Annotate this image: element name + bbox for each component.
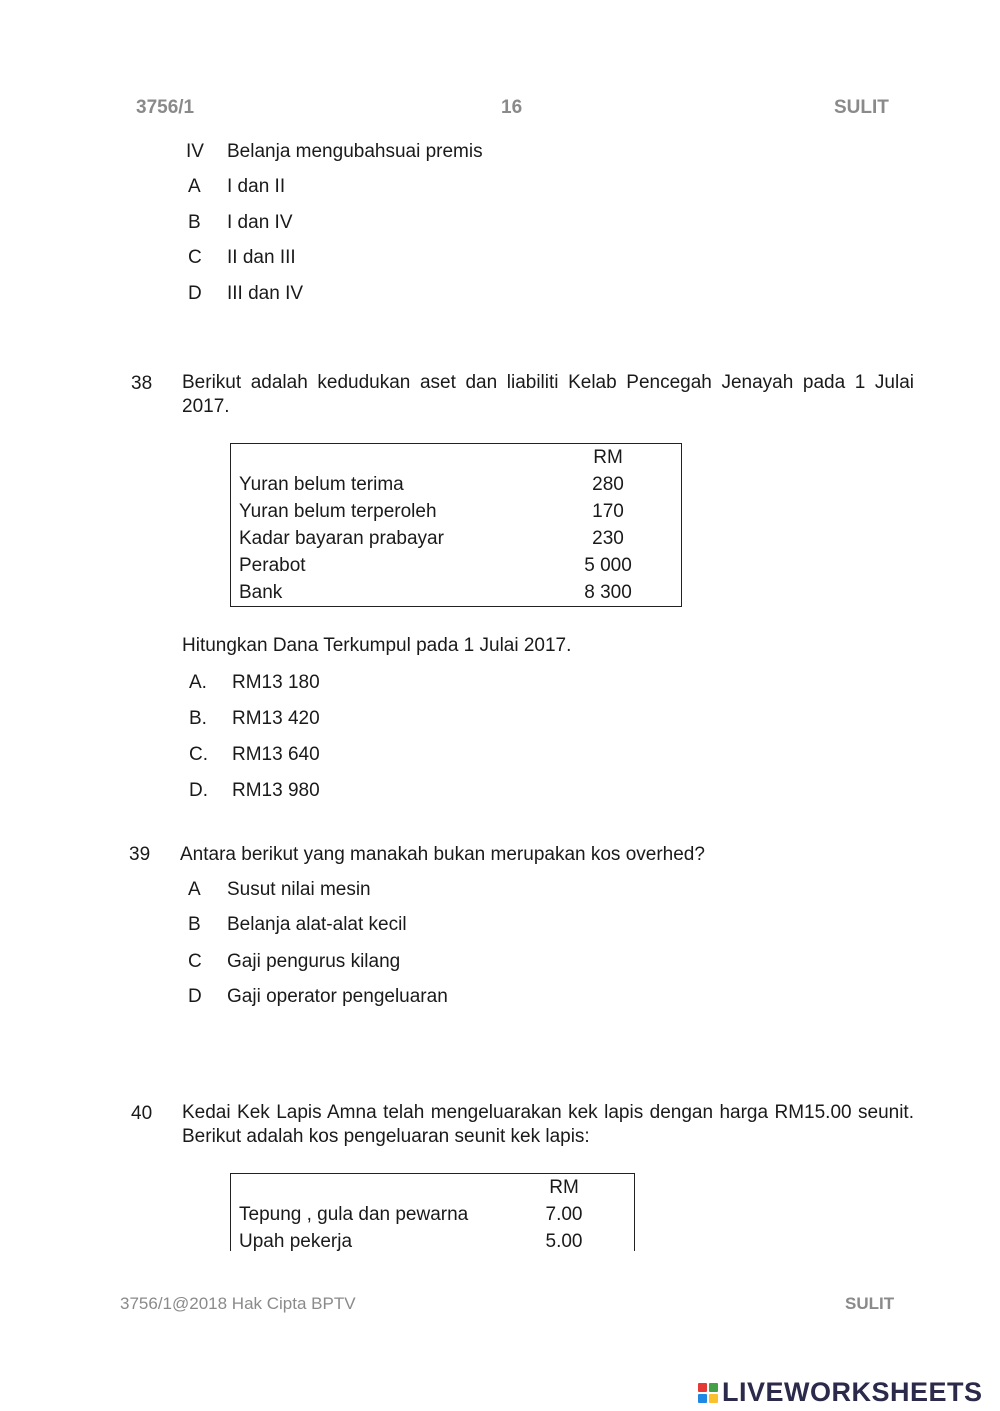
option-text[interactable]: I dan II: [227, 176, 286, 197]
copyright-text: 3756/1@2018 Hak Cipta BPTV: [120, 1294, 356, 1313]
classification-label: SULIT: [834, 97, 889, 118]
option-text[interactable]: RM13 420: [232, 708, 320, 729]
option-letter: A: [188, 176, 201, 197]
question-number: 40: [131, 1103, 153, 1124]
item-label: Bank: [239, 581, 283, 603]
item-value: 5 000: [584, 554, 632, 576]
option-letter: C: [188, 951, 202, 972]
option-letter: A.: [189, 672, 207, 693]
unit-header: RM: [593, 446, 623, 468]
statement-text: Belanja mengubahsuai premis: [227, 141, 483, 162]
question-stem: Berikut adalah kedudukan aset dan liabiliti Kelab Pencegah Jenayah pada 1 Julai 2017.: [182, 372, 914, 417]
item-label: Yuran belum terima: [239, 473, 404, 495]
question-number: 38: [131, 373, 153, 394]
option-text[interactable]: III dan IV: [227, 283, 304, 304]
logo-squares-icon: [698, 1383, 718, 1403]
question-stem: Kedai Kek Lapis Amna telah mengeluarakan kek lapis dengan harga RM15.00 seunit. Berikut adalah kos pengeluaran seunit kek lapis:: [182, 1102, 914, 1147]
item-label: Kadar bayaran prabayar: [239, 527, 444, 549]
option-text[interactable]: RM13 980: [232, 780, 320, 801]
cost-table-clip: [230, 1173, 635, 1251]
table-row: [231, 498, 682, 525]
question-number: 39: [129, 844, 151, 865]
option-text[interactable]: RM13 640: [232, 744, 320, 765]
option-letter: C: [188, 247, 202, 268]
item-value: 170: [592, 500, 624, 522]
table-row: [231, 1201, 635, 1228]
option-text[interactable]: Gaji pengurus kilang: [227, 951, 401, 972]
option-letter: D.: [189, 780, 208, 801]
item-value: 8 300: [584, 581, 632, 603]
question-stem: Antara berikut yang manakah bukan merupakan kos overhed?: [180, 844, 705, 865]
item-value: 5.00: [545, 1230, 583, 1251]
option-letter: A: [188, 879, 201, 900]
option-letter: B: [188, 914, 201, 935]
option-letter: B: [188, 212, 201, 233]
item-label: Yuran belum terperoleh: [239, 500, 437, 522]
table-row: [231, 525, 682, 552]
paper-code: 3756/1: [136, 97, 195, 118]
table-row: [231, 471, 682, 498]
option-text[interactable]: Belanja alat-alat kecil: [227, 914, 407, 935]
table-row: [231, 552, 682, 579]
item-label: Upah pekerja: [239, 1230, 353, 1251]
item-value: 230: [592, 527, 624, 549]
option-text[interactable]: Susut nilai mesin: [227, 879, 371, 900]
item-label: Tepung , gula dan pewarna: [239, 1203, 469, 1225]
footer-classification: SULIT: [845, 1294, 895, 1313]
option-letter: D: [188, 283, 202, 304]
option-text[interactable]: II dan III: [227, 247, 296, 268]
option-text[interactable]: I dan IV: [227, 212, 293, 233]
asset-liability-table: [230, 443, 682, 607]
question-prompt: Hitungkan Dana Terkumpul pada 1 Julai 2017.: [182, 635, 572, 656]
statement-label: IV: [186, 141, 204, 162]
option-text[interactable]: RM13 180: [232, 672, 320, 693]
item-value: 7.00: [545, 1203, 583, 1225]
brand-name: LIVEWORKSHEETS: [722, 1377, 983, 1407]
option-letter: B.: [189, 708, 207, 729]
option-letter: C.: [189, 744, 208, 765]
table-row: [231, 1228, 635, 1251]
option-text[interactable]: Gaji operator pengeluaran: [227, 986, 448, 1007]
production-cost-table: [230, 1173, 635, 1251]
item-label: Perabot: [239, 554, 306, 576]
option-letter: D: [188, 986, 202, 1007]
page-number: 16: [501, 97, 523, 118]
item-value: 280: [592, 473, 624, 495]
unit-header: RM: [549, 1176, 579, 1198]
liveworksheets-logo: [698, 1377, 983, 1408]
table-row: [231, 579, 682, 607]
